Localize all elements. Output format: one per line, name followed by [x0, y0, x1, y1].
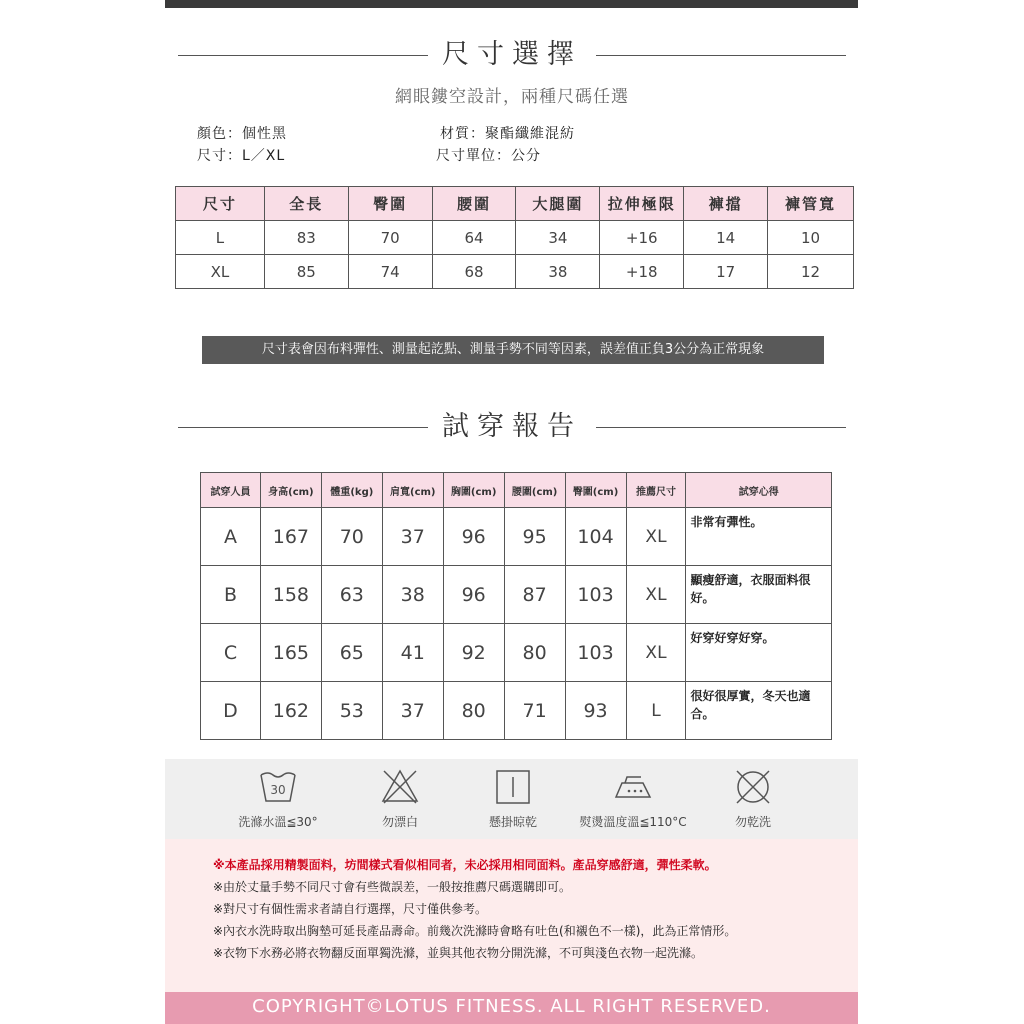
spec-material: 材質：聚酯纖維混紡	[440, 126, 575, 142]
note-line: ※對尺寸有個性需求者請自行選擇，尺寸僅供參考。	[213, 902, 488, 916]
spec-unit: 尺寸單位：公分	[436, 148, 541, 164]
size-header-cell: 拉伸極限	[600, 187, 684, 221]
size-cell: 12	[768, 255, 854, 289]
note-line: ※內衣水洗時取出胸墊可延長產品壽命。前幾次洗滌時會略有吐色(和襯色不一樣)，此為正常情形。	[213, 924, 737, 938]
size-cell: +18	[600, 255, 684, 289]
trial-comment: 很好很厚實，冬天也適合。	[686, 682, 832, 740]
trial-cell: 92	[443, 624, 504, 682]
trial-cell: 158	[260, 566, 321, 624]
trial-cell: 165	[260, 624, 321, 682]
heading-rule-right	[596, 427, 846, 428]
size-cell: 38	[516, 255, 600, 289]
trial-cell: XL	[626, 566, 686, 624]
measurement-notice: 尺寸表會因布料彈性、測量起訖點、測量手勢不同等因素，誤差值正負3公分為正常現象	[202, 336, 824, 364]
trial-header-cell: 身高(cm)	[260, 473, 321, 508]
trial-cell: 103	[565, 624, 626, 682]
size-header-cell: 褲擋	[684, 187, 768, 221]
care-label: 熨燙溫度溫≦110°C	[579, 815, 687, 829]
trial-table-header	[201, 473, 832, 508]
care-iron	[563, 759, 703, 839]
table-row	[201, 566, 832, 624]
trial-section-title: 試穿報告	[442, 411, 582, 442]
trial-cell: XL	[626, 624, 686, 682]
size-cell: 74	[348, 255, 432, 289]
trial-cell: D	[201, 682, 261, 740]
trial-cell: 104	[565, 508, 626, 566]
trial-cell: L	[626, 682, 686, 740]
trial-cell: 103	[565, 566, 626, 624]
heading-rule-right	[596, 55, 846, 56]
size-cell: +16	[600, 221, 684, 255]
size-header-cell: 腰圍	[432, 187, 516, 221]
trial-cell: 93	[565, 682, 626, 740]
size-section-heading	[178, 35, 846, 75]
table-row	[176, 221, 854, 255]
note-line: ※衣物下水務必將衣物翻反面單獨洗滌，並與其他衣物分開洗滌，不可與淺色衣物一起洗滌。	[213, 946, 704, 960]
size-cell: 83	[264, 221, 348, 255]
trial-comment: 好穿好穿好穿。	[686, 624, 832, 682]
trial-cell: XL	[626, 508, 686, 566]
size-cell: 70	[348, 221, 432, 255]
trial-cell: 96	[443, 566, 504, 624]
size-cell: 68	[432, 255, 516, 289]
trial-cell: 65	[321, 624, 382, 682]
trial-section-heading	[178, 407, 846, 447]
size-header-cell: 尺寸	[176, 187, 265, 221]
trial-comment: 非常有彈性。	[686, 508, 832, 566]
spec-size: 尺寸：L／XL	[197, 148, 286, 164]
trial-cell: 53	[321, 682, 382, 740]
trial-header-cell: 體重(kg)	[321, 473, 382, 508]
trial-cell: 63	[321, 566, 382, 624]
product-notes	[165, 839, 858, 992]
trial-cell: 38	[382, 566, 443, 624]
trial-cell: 37	[382, 682, 443, 740]
care-hang-dry	[443, 759, 583, 839]
size-cell: L	[176, 221, 265, 255]
size-cell: 10	[768, 221, 854, 255]
table-row	[201, 682, 832, 740]
size-table	[175, 186, 854, 289]
size-header-cell: 全長	[264, 187, 348, 221]
trial-header-cell: 肩寬(cm)	[382, 473, 443, 508]
size-section-title: 尺寸選擇	[442, 39, 582, 70]
copyright-footer: COPYRIGHT©LOTUS FITNESS. ALL RIGHT RESERVED.	[165, 992, 858, 1024]
size-cell: XL	[176, 255, 265, 289]
trial-cell: 87	[504, 566, 565, 624]
note-line: ※本產品採用精製面料，坊間樣式看似相同者，未必採用相同面料。產品穿感舒適，彈性柔軟。	[213, 858, 717, 872]
spec-color: 顏色：個性黑	[197, 126, 287, 142]
wash-30-icon	[258, 767, 298, 807]
care-label: 懸掛晾乾	[488, 815, 537, 829]
trial-comment: 顯瘦舒適，衣服面料很好。	[686, 566, 832, 624]
trial-cell: 80	[504, 624, 565, 682]
trial-header-cell: 胸圍(cm)	[443, 473, 504, 508]
size-section-subtitle: 網眼鏤空設計，兩種尺碼任選	[395, 87, 629, 107]
table-row	[176, 255, 854, 289]
size-cell: 64	[432, 221, 516, 255]
trial-cell: 70	[321, 508, 382, 566]
care-instructions	[165, 759, 858, 839]
size-header-cell: 大腿圍	[516, 187, 600, 221]
trial-cell: 80	[443, 682, 504, 740]
care-label: 勿漂白	[381, 815, 418, 829]
care-label: 勿乾洗	[734, 815, 771, 829]
trial-header-cell: 腰圍(cm)	[504, 473, 565, 508]
wash-temp-text: 30	[270, 783, 286, 797]
trial-cell: B	[201, 566, 261, 624]
hang-dry-icon	[493, 767, 533, 807]
trial-cell: 37	[382, 508, 443, 566]
trial-table	[200, 472, 832, 740]
table-row	[201, 624, 832, 682]
care-no-dry-clean	[683, 759, 823, 839]
trial-header-cell: 試穿心得	[686, 473, 832, 508]
trial-cell: C	[201, 624, 261, 682]
trial-cell: 71	[504, 682, 565, 740]
no-dry-clean-icon	[733, 767, 773, 807]
size-header-cell: 褲管寬	[768, 187, 854, 221]
trial-header-cell: 臀圍(cm)	[565, 473, 626, 508]
trial-header-cell: 試穿人員	[201, 473, 261, 508]
trial-cell: 167	[260, 508, 321, 566]
size-table-header	[176, 187, 854, 221]
care-label: 洗滌水溫≦30°	[238, 815, 318, 829]
care-wash	[208, 759, 348, 839]
trial-header-cell: 推薦尺寸	[626, 473, 686, 508]
size-cell: 14	[684, 221, 768, 255]
size-cell: 17	[684, 255, 768, 289]
trial-cell: 96	[443, 508, 504, 566]
trial-cell: 95	[504, 508, 565, 566]
trial-cell: A	[201, 508, 261, 566]
trial-cell: 162	[260, 682, 321, 740]
no-bleach-icon	[380, 767, 420, 807]
top-bar	[165, 0, 858, 8]
size-header-cell: 臀圍	[348, 187, 432, 221]
table-row	[201, 508, 832, 566]
size-cell: 34	[516, 221, 600, 255]
iron-icon	[613, 767, 653, 807]
size-cell: 85	[264, 255, 348, 289]
note-line: ※由於丈量手勢不同尺寸會有些微誤差，一般按推薦尺碼選購即可。	[213, 880, 572, 894]
trial-cell: 41	[382, 624, 443, 682]
